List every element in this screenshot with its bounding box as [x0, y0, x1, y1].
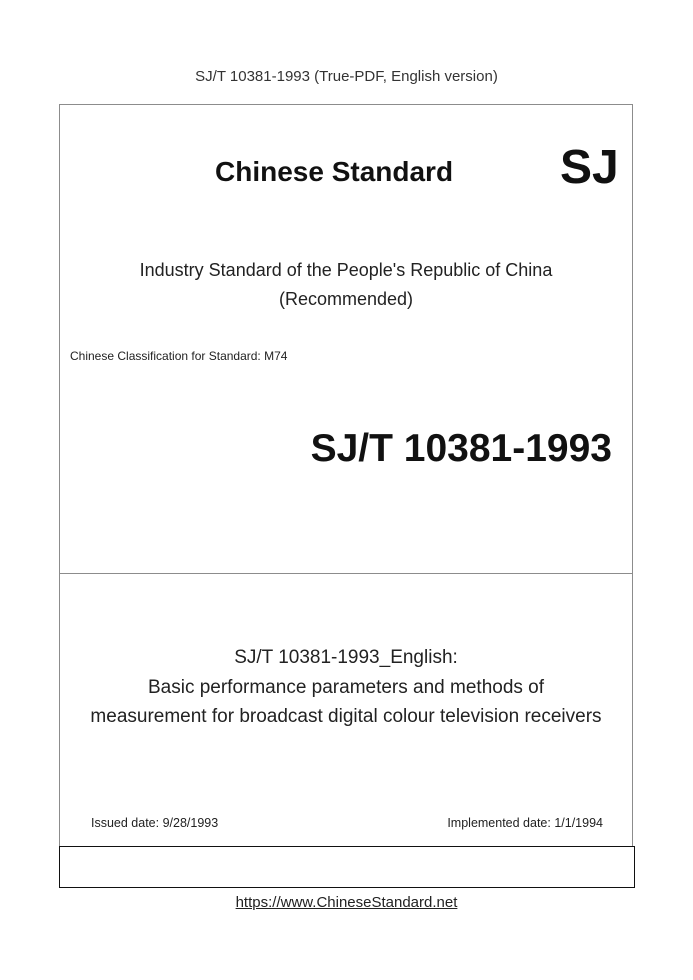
- document-number: SJ/T 10381-1993: [310, 427, 612, 470]
- page-header-title: SJ/T 10381-1993 (True-PDF, English version): [195, 68, 498, 85]
- issuer-line: Industry Standard of the People's Republic of China: [139, 260, 553, 280]
- issued-date: Issued date: 9/28/1993: [91, 816, 219, 830]
- english-title-line-3: measurement for broadcast digital colour television receivers: [90, 706, 602, 727]
- recommended-label: (Recommended): [278, 289, 414, 309]
- standard-type-heading: Chinese Standard: [215, 156, 454, 187]
- standard-code-mark: SJ: [560, 141, 619, 194]
- cover-bottom-frame: [59, 846, 635, 888]
- classification-text: Chinese Classification for Standard: M74: [70, 349, 288, 363]
- website-link[interactable]: https://www.ChineseStandard.net: [235, 894, 458, 911]
- implemented-date: Implemented date: 1/1/1994: [447, 816, 603, 830]
- english-title-line-2: Basic performance parameters and methods of: [147, 677, 545, 698]
- english-title-line-1: SJ/T 10381-1993_English:: [234, 647, 458, 668]
